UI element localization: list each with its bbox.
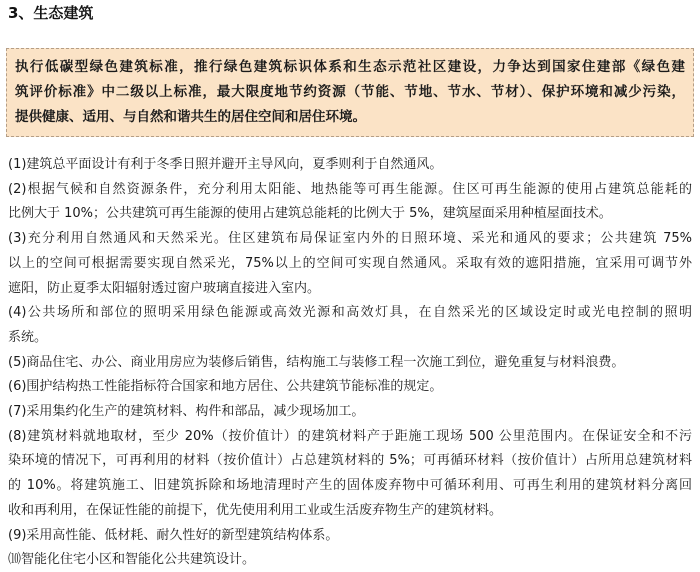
list-item-line: (8)建筑材料就地取材，至少 20%（按价值计）的建筑材料产于距施工现场 500 公里范围内。在保证安全和不污: [8, 428, 692, 444]
list-item-line: (9)采用高性能、低材耗、耐久性好的新型建筑结构体系。: [8, 527, 339, 543]
highlight-line: 执行低碳型绿色建筑标准，推行绿色建筑标识体系和生态示范社区建设，力争达到国家住建部《绿色建: [15, 59, 685, 75]
list-item: [8, 301, 692, 350]
list-item-line: (5)商品住宅、办公、商业用房应为装修后销售，结构施工与装修工程一次施工到位，避免重复与材料浪费。: [8, 354, 625, 370]
list-item-line: (7)采用集约化生产的建筑材料、构件和部品，减少现场加工。: [8, 404, 365, 420]
highlight-box: [6, 48, 694, 137]
measures-list: [8, 153, 692, 572]
list-item-line: 系统。: [8, 329, 48, 345]
list-item-line: 遮阳，防止夏季太阳辐射透过窗户玻璃直接进入室内。: [8, 280, 321, 296]
highlight-line: 提供健康、适用、与自然和谐共生的居住空间和居住环境。: [15, 109, 366, 125]
list-item: [8, 524, 692, 549]
section-heading: 3、生态建筑: [8, 4, 94, 22]
list-item-line: (6)围护结构热工性能指标符合国家和地方居住、公共建筑节能标准的规定。: [8, 379, 443, 395]
highlight-line: 筑评价标准》中二级以上标准，最大限度地节约资源（节能、节地、节水、节材）、保护环境和减少污染，: [15, 84, 685, 100]
list-item-line: (3)充分利用自然通风和天然采光。住区建筑布局保证室内外的日照环境、采光和通风的要求；公共建筑 75%: [8, 231, 692, 247]
list-item: [8, 400, 692, 425]
list-item: [8, 351, 692, 376]
list-item-line: 比例大于 10%；公共建筑可再生能源的使用占建筑总能耗的比例大于 5%，建筑屋面采用种植屋面技术。: [8, 206, 612, 222]
list-item-line: ⑽智能化住宅小区和智能化公共建筑设计。: [8, 552, 256, 568]
list-item-line: 的 10%。将建筑施工、旧建筑拆除和场地清理时产生的固体废弃物中可循环利用、可再生利用的建筑材料分离回: [8, 478, 692, 494]
list-item-line: 以上的空间可根据需要实现自然采光，75%以上的空间可实现自然通风。采取有效的遮阳措施，宜采用可调节外: [8, 255, 692, 271]
list-item: [8, 375, 692, 400]
list-item-line: 染环境的情况下，可再利用的材料（按价值计）占总建筑材料的 5%；可再循环材料（按价值计）占所用总建筑材料: [8, 453, 692, 469]
list-item-line: (1)建筑总平面设计有利于冬季日照并避开主导风向，夏季则利于自然通风。: [8, 157, 443, 172]
list-item: [8, 548, 692, 572]
list-item-line: 收和再利用，在保证性能的前提下，优先使用利用工业或生活废弃物生产的建筑材料。: [8, 502, 503, 518]
list-item-line: (4)公共场所和部位的照明采用绿色能源或高效光源和高效灯具，在自然采光的区域设定时或光电控制的照明: [8, 305, 692, 321]
list-item-line: (2)根据气候和自然资源条件，充分利用太阳能、地热能等可再生能源。住区可再生能源的使用占建筑总能耗的: [8, 181, 692, 197]
list-item: [8, 178, 692, 227]
list-item: [8, 227, 692, 301]
list-item: [8, 153, 692, 178]
list-item: [8, 425, 692, 524]
